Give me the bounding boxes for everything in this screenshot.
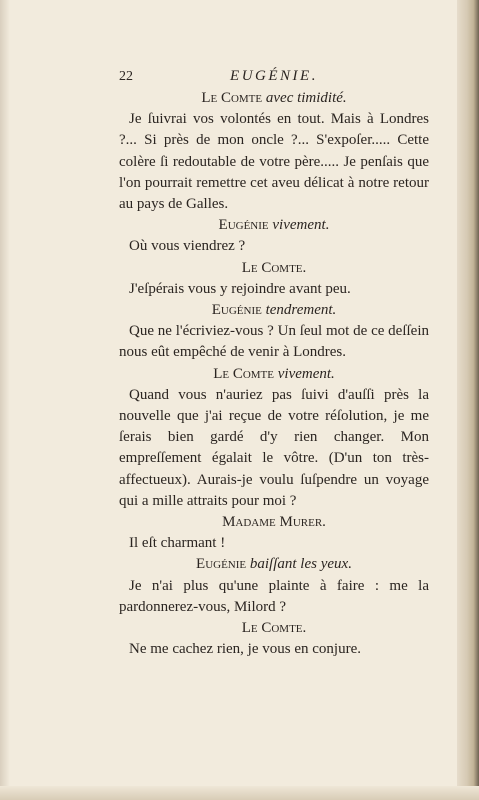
- gutter-shadow: [0, 0, 10, 800]
- dialogue-text: Je n'ai plus qu'une plainte à faire : me la pardonnerez-vous, Milord ?: [119, 577, 429, 615]
- speaker-name: Le Comte: [213, 365, 274, 382]
- speaker-line: [119, 300, 429, 321]
- speaker-line: [119, 364, 429, 385]
- speaker-name: Le Comte: [201, 90, 263, 106]
- dialogue-text: Ne me cachez rien, je vous en conjure.: [129, 641, 361, 658]
- speaker-name: Eugénie: [196, 556, 247, 573]
- speaker-line: [119, 554, 429, 575]
- stage-direction: tendrement.: [265, 302, 337, 319]
- dialogue-text: Quand vous n'auriez pas ſuivi d'auſſi près la nouvelle que j'ai reçue de votre réſolution, je me ſerais bien gardé d'y rien changer. Mon empreſſement égalait le vôtre. (D'un ton très-affectueux). Aurais-je voulu ſuſpendre un voyage qui a mille attraits pour moi ?: [119, 386, 429, 509]
- speaker-line: [119, 88, 429, 109]
- speaker-name: Le Comte.: [241, 259, 307, 276]
- page-text: [119, 66, 429, 660]
- dialogue-text: J'eſpérais vous y rejoindre avant peu.: [129, 280, 351, 297]
- dialogue-text: Je ſuivrai vos volontés en tout. Mais à Londres ?... Si près de mon oncle ?... S'expoſer..... Cette colère ſi redoutable de votre père..... Je penſais que l'on pourrait remettre cet aveu délicat à notre retour au pays de Galles.: [119, 111, 429, 213]
- speaker-line: [119, 512, 429, 533]
- dialogue-text: Il eſt charmant !: [129, 535, 226, 552]
- bottom-edge: [0, 786, 479, 800]
- speaker-name: Madame Murer.: [222, 514, 326, 531]
- speaker-name: Eugénie: [218, 217, 269, 234]
- page-edge: [457, 0, 479, 800]
- running-head: [119, 66, 429, 87]
- stage-direction: vivement.: [272, 217, 330, 234]
- dialogue-text: Que ne l'écriviez-vous ? Un ſeul mot de ce deſſein nous eût empêché de venir à Londres.: [119, 323, 429, 361]
- speaker-line: [119, 258, 429, 279]
- stage-direction: vivement.: [277, 365, 335, 382]
- dialogue-text: Où vous viendrez ?: [129, 238, 246, 255]
- page-number: 22: [119, 69, 133, 84]
- speaker-line: [119, 618, 429, 639]
- speaker-name: Eugénie: [211, 302, 262, 319]
- speaker-name: Le Comte.: [241, 620, 307, 637]
- stage-direction: baiſſant les yeux.: [249, 556, 352, 573]
- speaker-line: [119, 215, 429, 236]
- stage-direction: avec timidité.: [265, 90, 347, 106]
- running-title: EUGÉNIE.: [230, 68, 318, 84]
